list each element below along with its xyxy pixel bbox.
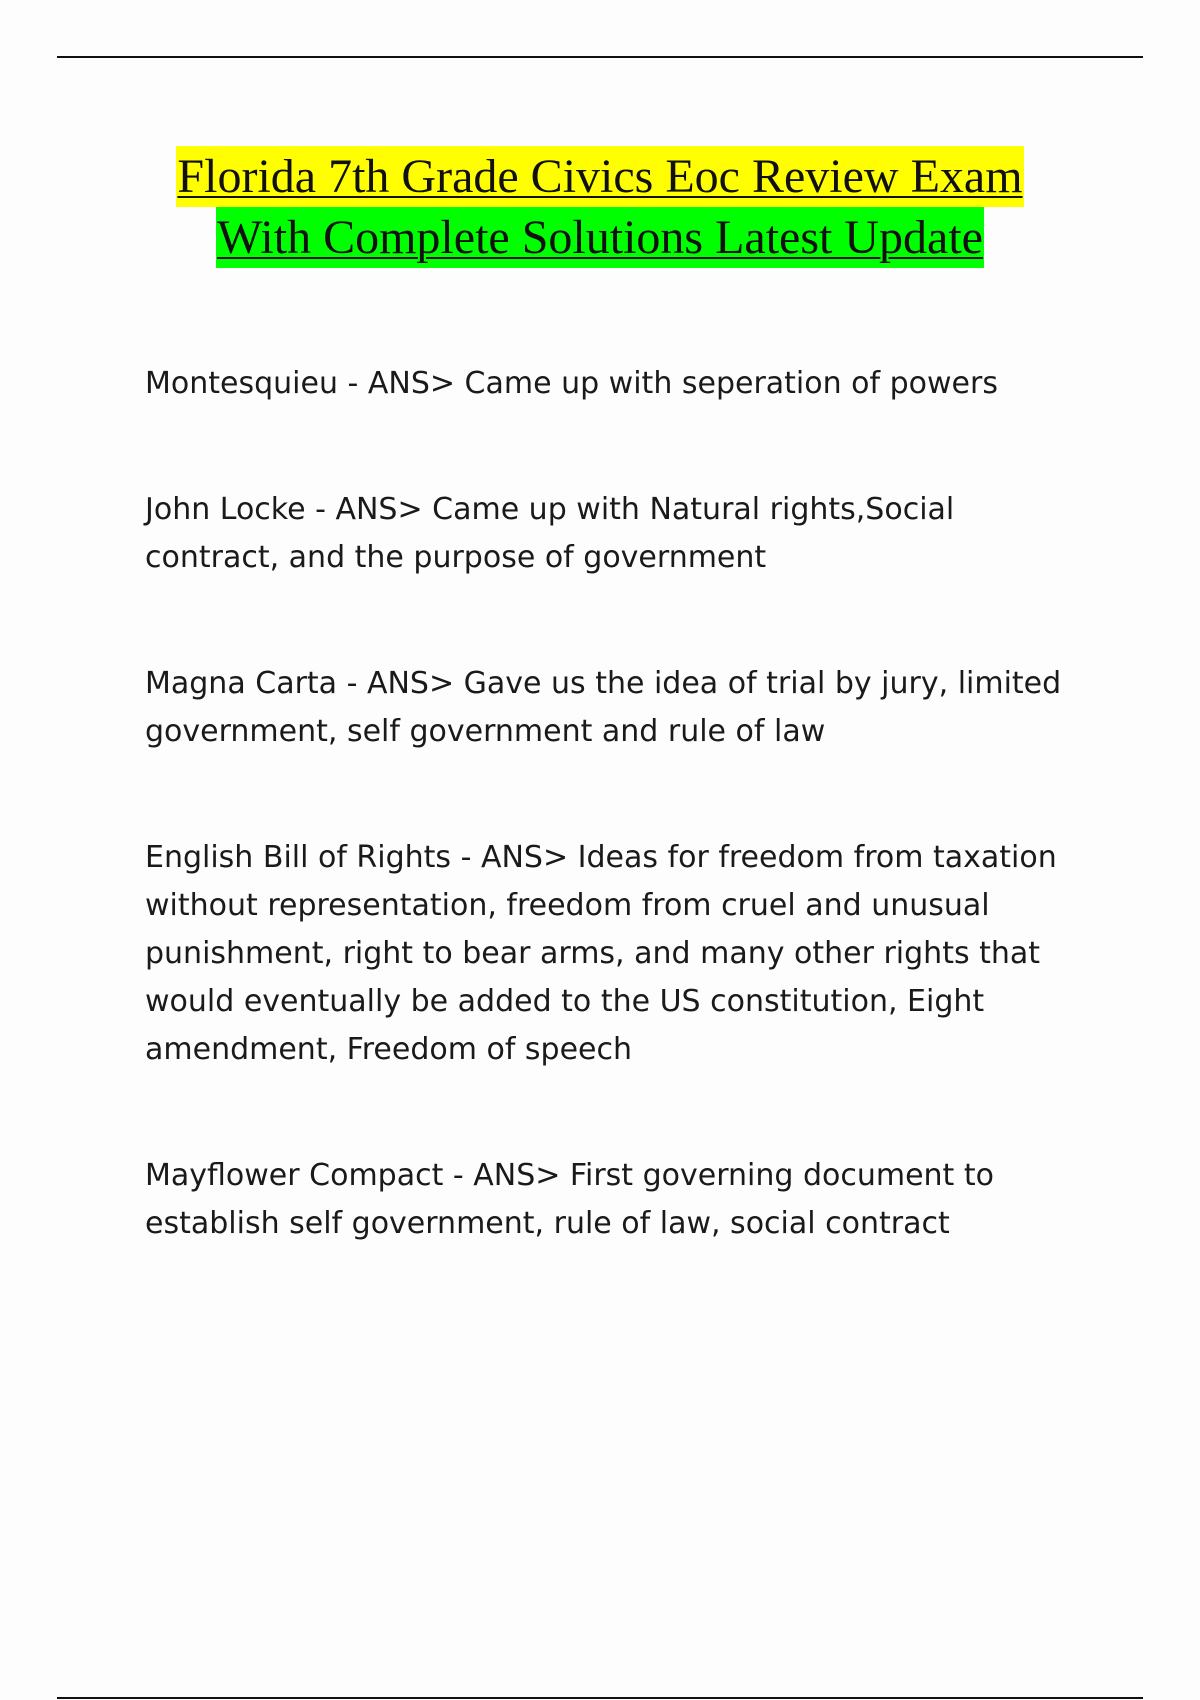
bottom-divider	[57, 1697, 1143, 1699]
title-line-1: Florida 7th Grade Civics Eoc Review Exam	[176, 146, 1023, 207]
qa-entry-english-bill-of-rights: English Bill of Rights - ANS> Ideas for freedom from taxation without representation, freedom from cruel and unusual punishment, right to bear arms, and many other rights that would eventually be added to the US constitution, Eight amendment, Freedom of speech	[145, 840, 1057, 1067]
title-line-2: With Complete Solutions Latest Update	[216, 207, 984, 268]
top-divider	[57, 56, 1143, 58]
qa-entry-magna-carta: Magna Carta - ANS> Gave us the idea of trial by jury, limited government, self government and rule of law	[145, 666, 1062, 749]
qa-list	[145, 360, 1075, 1248]
qa-entry-montesquieu: Montesquieu - ANS> Came up with seperation of powers	[145, 366, 998, 401]
qa-entry-john-locke: John Locke - ANS> Came up with Natural rights,Social contract, and the purpose of government	[145, 492, 955, 575]
qa-entry-mayflower-compact: Mayflower Compact - ANS> First governing document to establish self government, rule of law, social contract	[145, 1158, 994, 1241]
document-title	[0, 146, 1200, 268]
